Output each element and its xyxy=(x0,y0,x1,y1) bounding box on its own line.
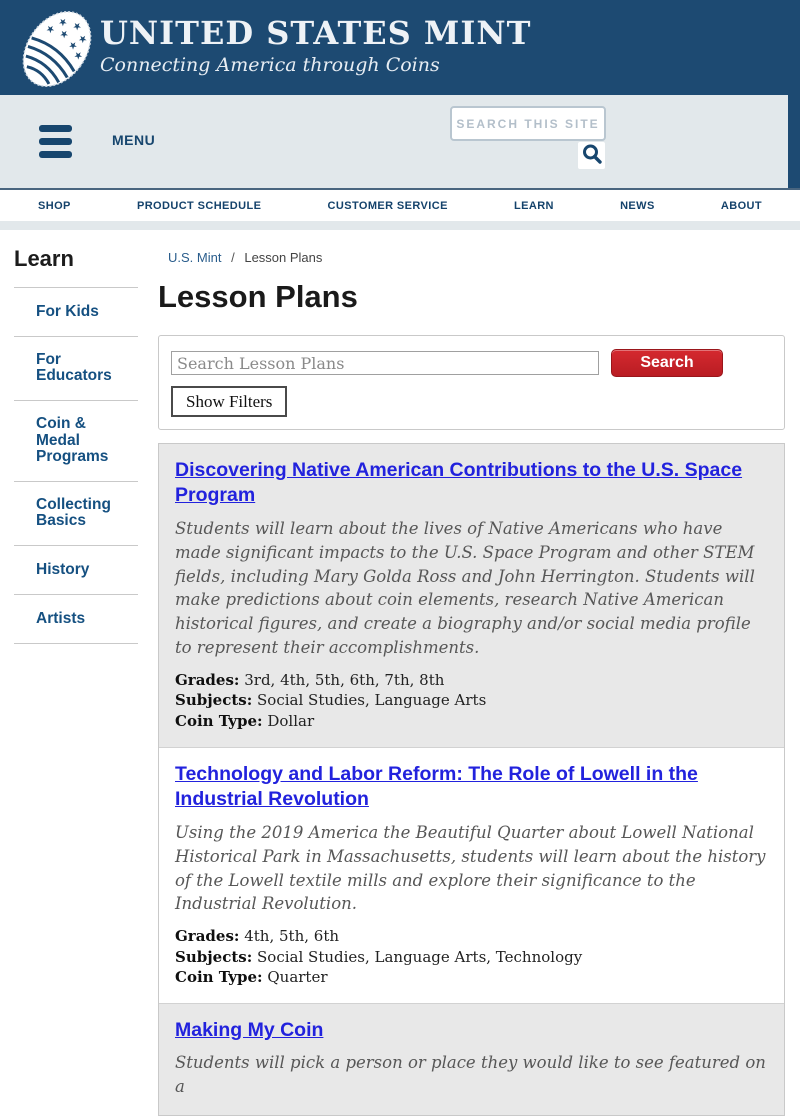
nav-bottom-strip xyxy=(0,221,800,230)
sidebar-item-history[interactable]: History xyxy=(14,546,138,595)
lesson-grades: Grades: 4th, 5th, 6th xyxy=(175,927,340,946)
brand-name: UNITED STATES MINT xyxy=(100,14,532,52)
nav-item-news[interactable]: NEWS xyxy=(620,199,655,212)
site-search-input[interactable] xyxy=(450,106,606,141)
lesson-card xyxy=(159,1003,784,1115)
svg-text:★: ★ xyxy=(55,15,70,30)
lesson-card xyxy=(159,444,784,747)
lesson-subjects: Subjects: Social Studies, Language Arts xyxy=(175,691,487,710)
brand-text xyxy=(100,16,531,76)
sidebar-item-coin-medal-programs[interactable]: Coin & Medal Programs xyxy=(14,401,138,482)
svg-text:★: ★ xyxy=(69,19,84,34)
sidebar xyxy=(0,230,158,644)
primary-nav xyxy=(0,188,800,221)
right-edge-strip xyxy=(788,0,800,188)
nav-item-product-schedule[interactable]: PRODUCT SCHEDULE xyxy=(136,199,262,212)
lesson-description: Using the 2019 America the Beautiful Quarter about Lowell National Historical Park in Massachusetts, students will learn about the history of the Lowell textile mills and explore their significance to the Industrial Revolution. xyxy=(175,822,766,914)
nav-item-learn[interactable]: LEARN xyxy=(514,199,554,212)
lesson-search-panel xyxy=(158,335,785,430)
mint-coin-flag-logo-icon xyxy=(10,7,105,91)
site-search-button[interactable] xyxy=(578,142,605,169)
breadcrumb xyxy=(168,250,785,265)
sidebar-list xyxy=(14,287,138,644)
page-title: Lesson Plans xyxy=(158,279,358,314)
menu-label: MENU xyxy=(112,132,156,148)
brand-tagline: Connecting America through Coins xyxy=(100,54,440,77)
lesson-coin-type: Coin Type: Quarter xyxy=(175,967,328,986)
magnifier-icon xyxy=(581,143,603,168)
breadcrumb-home-link[interactable]: U.S. Mint xyxy=(168,250,222,265)
lesson-meta xyxy=(175,670,768,731)
nav-item-about[interactable]: ABOUT xyxy=(720,199,762,212)
show-filters-button[interactable]: Show Filters xyxy=(171,386,287,417)
lesson-description: Students will learn about the lives of Native Americans who have made significant impacts to the U.S. Space Program and other STEM fields, including Mary Golda Ross and John Herrington. Students will make predictions about coin elements, research Native American historical figures, and create a biography and/or social media profile to represent their accomplishments. xyxy=(175,518,755,658)
sidebar-item-artists[interactable]: Artists xyxy=(14,595,138,644)
svg-text:★: ★ xyxy=(70,48,85,64)
svg-text:★: ★ xyxy=(75,32,90,47)
lesson-title-link[interactable]: Technology and Labor Reform: The Role of Lowell in the Industrial Revolution xyxy=(175,762,698,811)
breadcrumb-separator: / xyxy=(231,250,235,265)
content xyxy=(0,230,800,1116)
nav-item-shop[interactable]: SHOP xyxy=(38,199,71,212)
sidebar-heading: Learn xyxy=(14,246,74,271)
svg-text:★: ★ xyxy=(65,39,80,54)
lesson-subjects: Subjects: Social Studies, Language Arts, Technology xyxy=(175,947,583,966)
lesson-title-link[interactable]: Discovering Native American Contributions to the U.S. Space Program xyxy=(175,459,743,507)
lesson-results-list xyxy=(158,443,785,1116)
svg-text:★: ★ xyxy=(43,22,57,37)
lesson-search-input[interactable] xyxy=(171,351,599,375)
nav-item-customer-service[interactable]: CUSTOMER SERVICE xyxy=(327,199,448,212)
main xyxy=(158,230,800,1116)
menubar xyxy=(0,95,800,188)
hamburger-icon xyxy=(39,125,72,158)
breadcrumb-current: Lesson Plans xyxy=(244,250,323,265)
site-header xyxy=(0,0,800,95)
lesson-description: Students will pick a person or place they would like to see featured on a xyxy=(175,1053,766,1097)
lesson-coin-type: Coin Type: Dollar xyxy=(175,711,315,730)
lesson-grades: Grades: 3rd, 4th, 5th, 6th, 7th, 8th xyxy=(175,671,445,690)
svg-text:★: ★ xyxy=(56,27,71,42)
search-button[interactable]: Search xyxy=(611,349,723,377)
lesson-meta xyxy=(175,926,768,987)
sidebar-item-for-kids[interactable]: For Kids xyxy=(14,288,138,337)
lesson-card xyxy=(159,747,784,1003)
lesson-title-link[interactable]: Making My Coin xyxy=(175,1019,324,1042)
sidebar-item-collecting-basics[interactable]: Collecting Basics xyxy=(14,482,138,546)
sidebar-item-for-educators[interactable]: For Educators xyxy=(14,337,138,401)
